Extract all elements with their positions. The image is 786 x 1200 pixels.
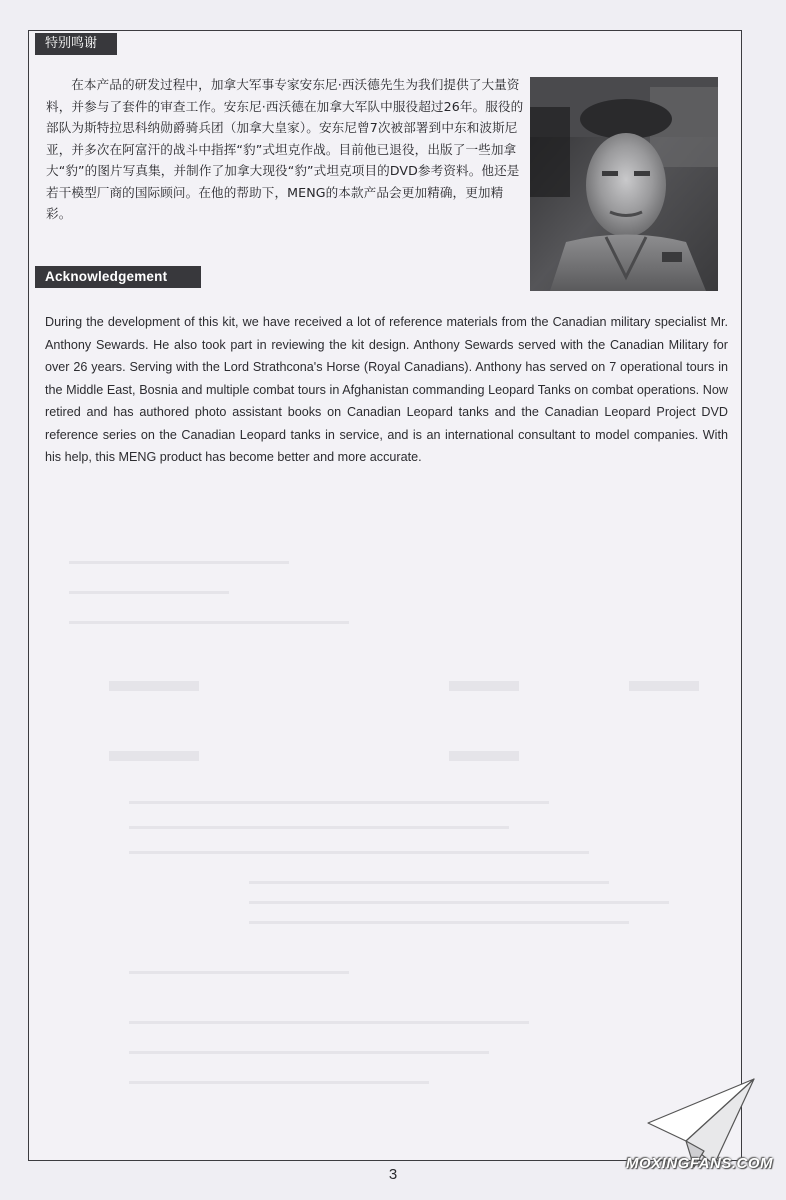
- page-number: 3: [388, 1166, 398, 1183]
- acknowledgement-body-cn: 在本产品的研发过程中，加拿大军事专家安东尼·西沃德先生为我们提供了大量资料，并参与了套件的审查工作。安东尼·西沃德在加拿大军队中服役超过26年。服役的部队为斯特拉思科纳勋爵骑兵团（加拿大皇家）。安东尼曾7次被部署到中东和波斯尼亚，并多次在阿富汗的战斗中指挥“豹”式坦克作战。目前他已退役，出版了一些加拿大“豹”的图片写真集，并制作了加拿大现役“豹”式坦克项目的DVD参考资料。他还是若干模型厂商的国际顾问。在他的帮助下，MENG的本款产品会更加精确，更加精彩。: [46, 77, 524, 221]
- show-through-texture: [69, 551, 759, 1151]
- paper-plane-logo-icon: [618, 1075, 786, 1190]
- page-frame: [28, 30, 742, 1161]
- photo-anthony-sewards: [530, 77, 718, 291]
- acknowledgement-body-en: During the development of this kit, we have received a lot of reference materials from the Canadian military specialist Mr. Anthony Sewards. He also took part in reviewing the kit design. Anthony Sewards served with the Canadian Military for over 26 years. Serving with the Lord Strathcona's Horse (Royal Canadians). Anthony has served on 7 operational tours in the Middle East, Bosnia and multiple combat tours in Afghanistan commanding Leopard Tanks on combat operations. Now retired and has authored photo assistant books on Canadian Leopard tanks and the Canadian Leopard Project DVD reference series on the Canadian Leopard tanks in service, and is an international consultant to model companies. With his help, this MENG product has become better and more accurate.: [45, 315, 728, 464]
- heading-acknowledgement-en: Acknowledgement: [35, 266, 201, 288]
- heading-acknowledgement-cn: 特别鸣谢: [35, 33, 117, 55]
- watermark-text: MOXINGFANS.COM: [626, 1155, 774, 1172]
